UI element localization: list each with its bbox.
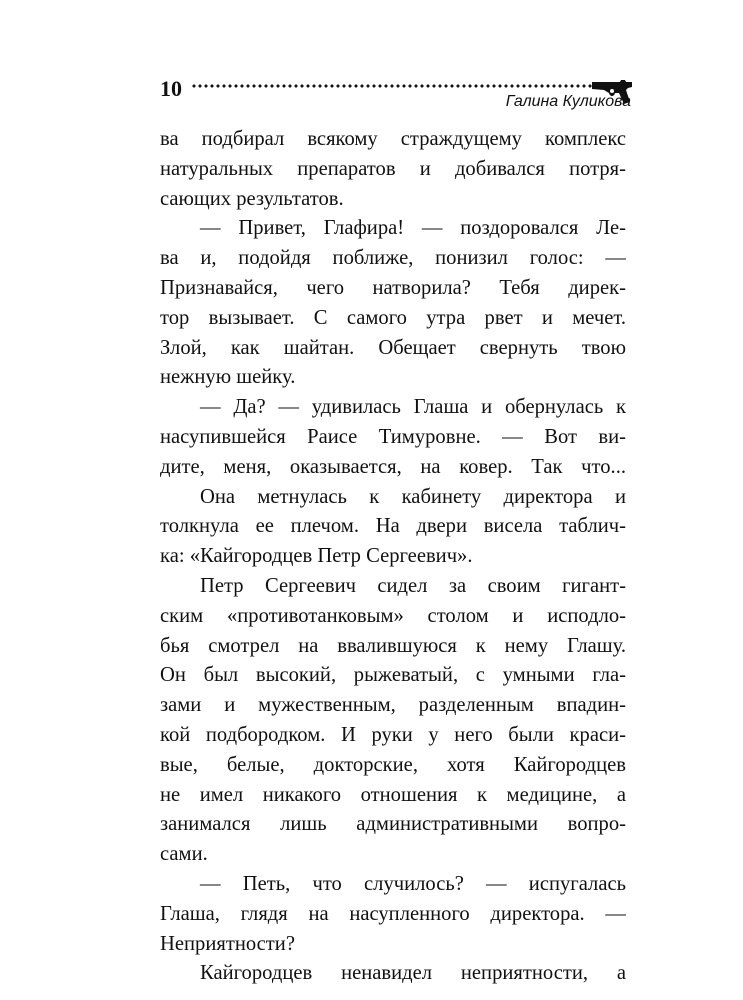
text-line: Кайгородцев ненавидел неприятности, а — [200, 962, 626, 985]
text-line: зами и мужественным, разделенным впадин- — [160, 694, 626, 717]
text-line: тор вызывает. С самого утра рвет и мечет. — [160, 306, 626, 329]
text-line: толкнула ее плечом. На двери висела таблич- — [160, 515, 626, 538]
text-line: — Привет, Глафира! — поздоровался Ле- — [200, 217, 626, 240]
text-line: Злой, как шайтан. Обещает свернуть твою — [160, 336, 626, 359]
text-line: не имел никакого отношения к медицине, а — [160, 783, 626, 806]
text-line: насупившейся Раисе Тимуровне. — Вот ви- — [160, 425, 626, 448]
text-line: — Петь, что случилось? — испугалась — [200, 872, 626, 895]
text-line: Признавайся, чего натворила? Тебя дирек- — [160, 276, 626, 299]
text-line: натуральных препаратов и добивался потря- — [160, 157, 626, 180]
text-line: — Да? — удивилась Глаша и обернулась к — [200, 396, 626, 419]
text-line: дите, меня, оказывается, на ковер. Так что... — [160, 455, 626, 478]
page-number: 10 — [160, 76, 182, 101]
text-line: Он был высокий, рыжеватый, с умными гла- — [160, 664, 626, 687]
text-line: Глаша, глядя на насупленного директора. — — [160, 902, 626, 925]
text-line: нежную шейку. — [160, 366, 296, 389]
text-line: Неприятности? — [160, 932, 295, 955]
text-line: бья смотрел на ввалившуюся к нему Глашу. — [160, 634, 626, 657]
author-name: Галина Куликова — [505, 93, 631, 110]
text-line: Петр Сергеевич сидел за своим гигант- — [200, 574, 626, 597]
text-line: Она метнулась к кабинету директора и — [200, 485, 626, 508]
text-line: сами. — [160, 843, 208, 866]
text-line: ским «противотанковым» столом и исподло- — [160, 604, 626, 627]
text-line: кой подбородком. И руки у него были краси- — [160, 723, 626, 746]
text-line: ка: «Кайгородцев Петр Сергеевич». — [160, 545, 473, 568]
text-line: ва подбирал всякому страждущему комплекс — [160, 128, 626, 150]
text-line: сающих результатов. — [160, 187, 344, 210]
text-line: вые, белые, докторские, хотя Кайгородцев — [160, 753, 626, 776]
text-line: занимался лишь административными вопро- — [160, 813, 626, 836]
text-line: ва и, подойдя поближе, понизил голос: — — [160, 247, 626, 270]
header-dotted-rule — [191, 84, 595, 88]
body-text — [160, 125, 626, 989]
